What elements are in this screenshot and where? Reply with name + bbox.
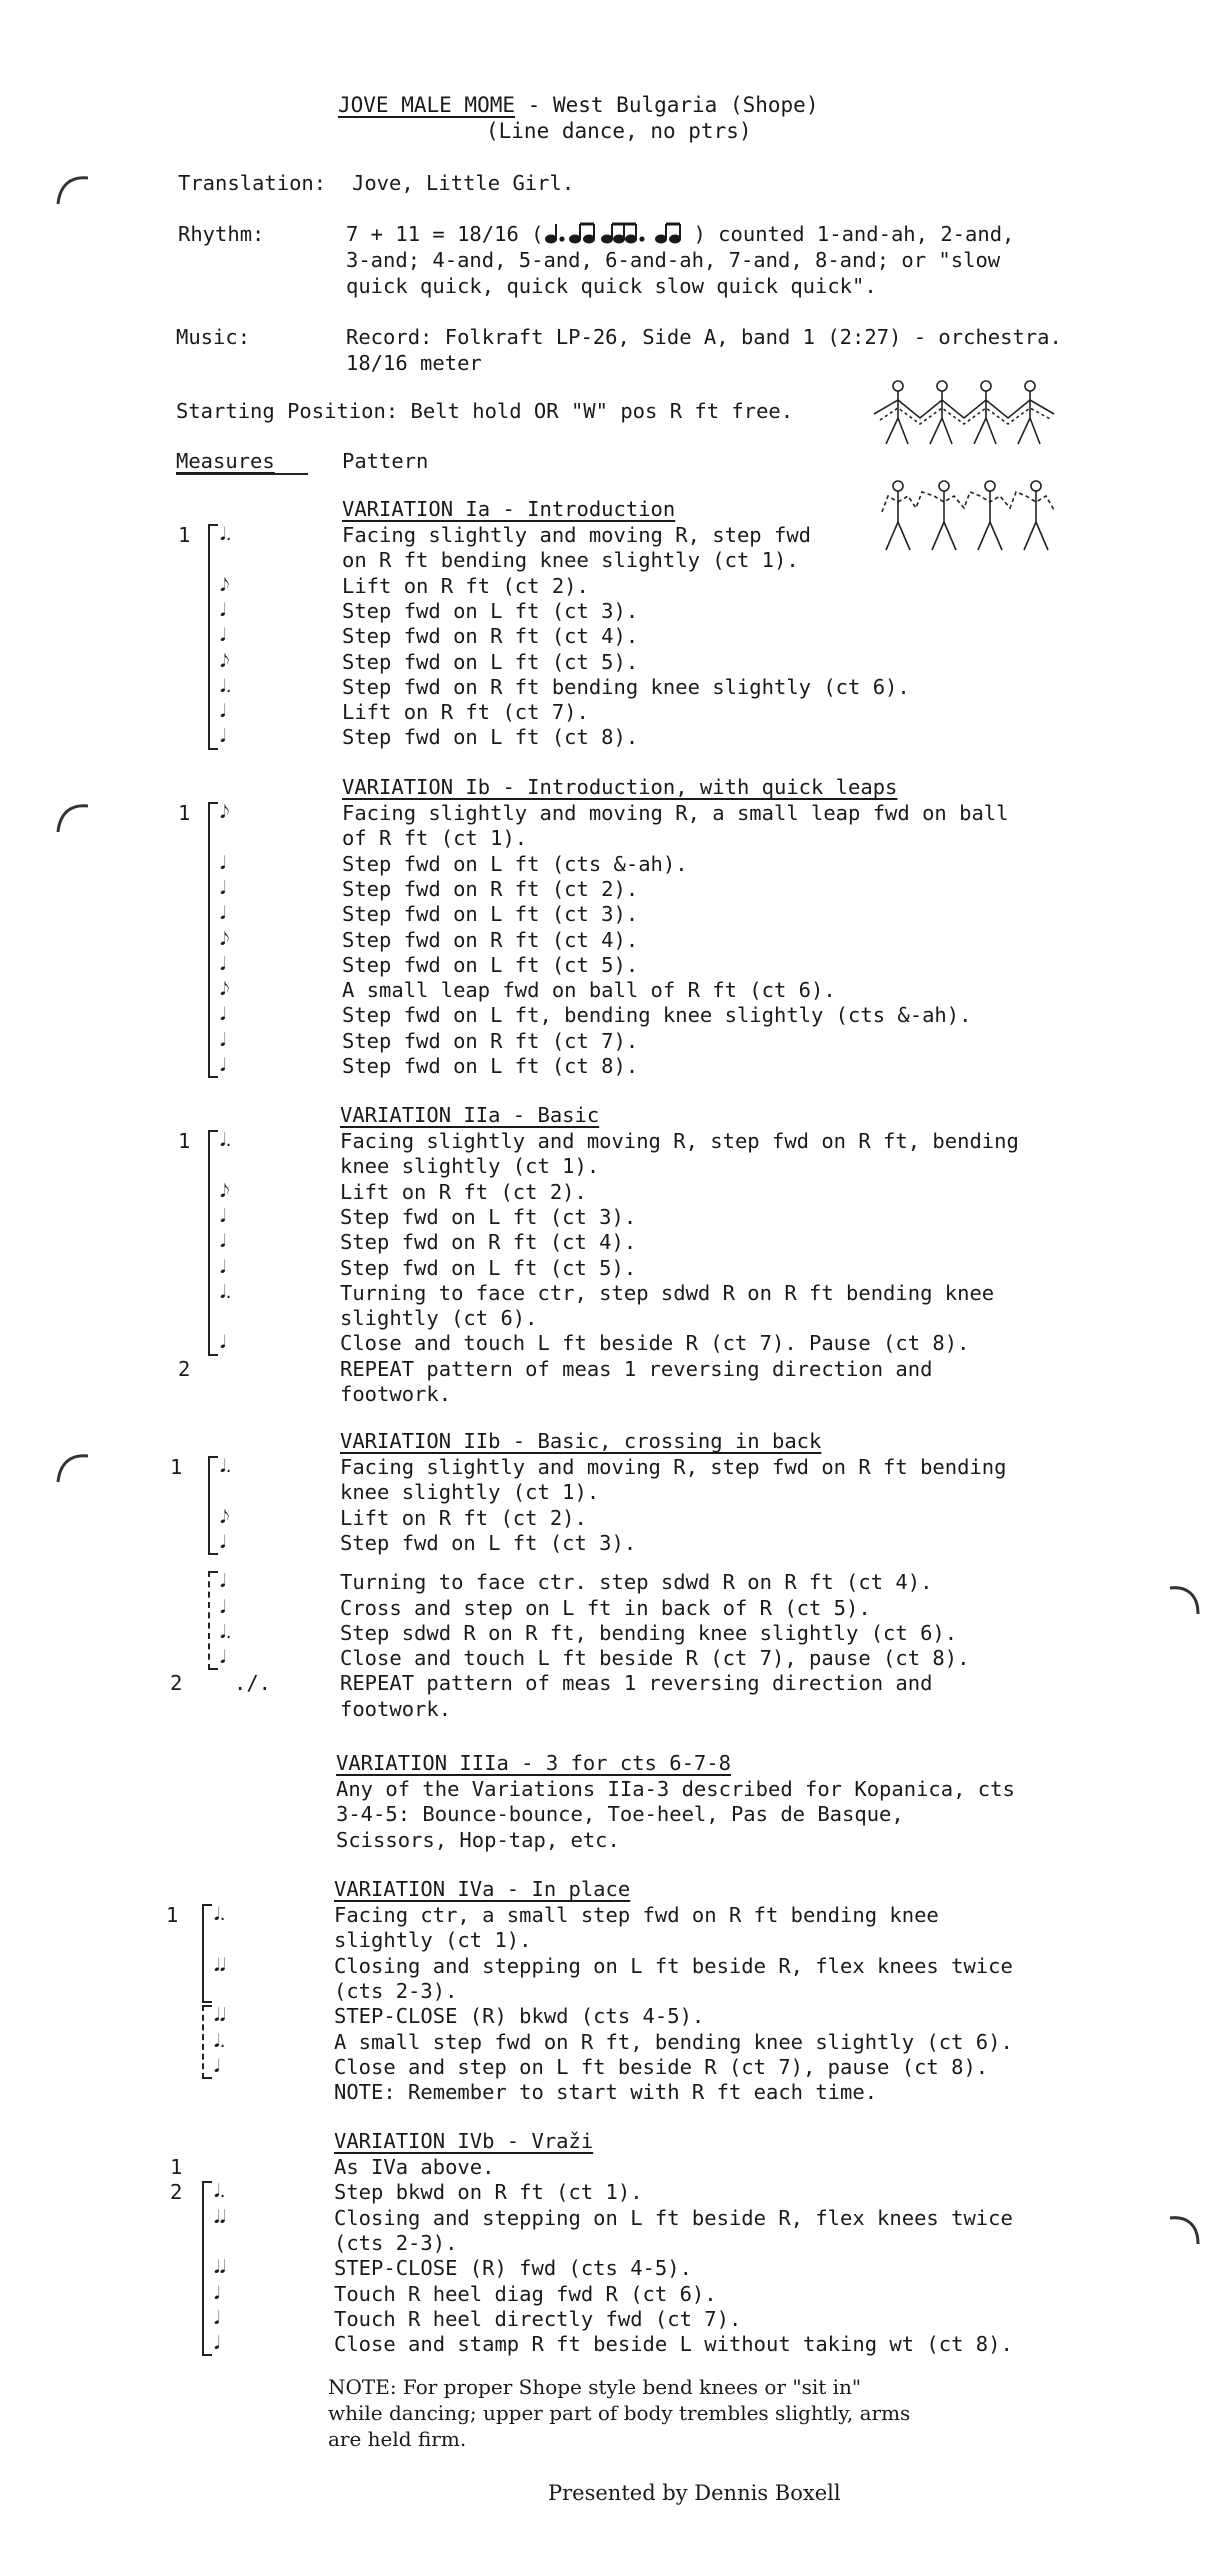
v1a-note-value: 𝅘𝅥	[220, 701, 226, 723]
v4b-line: Close and stamp R ft beside L without taking wt (ct 8).	[334, 2332, 1013, 2357]
v4a-line: NOTE: Remember to start with R ft each time.	[334, 2080, 878, 2105]
v1a-line: Step fwd on L ft (ct 3).	[342, 598, 639, 623]
v4a-measure-1: 1	[166, 1903, 179, 1927]
v1b-note-value: 𝅘𝅥	[220, 877, 226, 899]
v1b-note-value: 𝅘𝅥𝅮	[220, 802, 230, 823]
rhythm-line-3: quick quick, quick quick slow quick quick".	[346, 274, 877, 298]
v1a-line: Step fwd on L ft (ct 5).	[342, 649, 639, 674]
dance-name: JOVE MALE MOME	[338, 93, 516, 117]
v1a-note-value: 𝅘𝅥	[220, 726, 226, 748]
v2a-line: Step fwd on L ft (ct 3).	[340, 1204, 637, 1229]
measures-header-rule	[176, 473, 308, 475]
v4b-note-value: 𝅘𝅥	[214, 2307, 220, 2329]
v2a-line: Lift on R ft (ct 2).	[340, 1179, 587, 1204]
v4b-line: STEP-CLOSE (R) fwd (cts 4-5).	[334, 2256, 692, 2281]
v1a-line: Lift on R ft (ct 2).	[342, 573, 589, 598]
final-note-line-1: NOTE: For proper Shope style bend knees or "sit in"	[328, 2375, 862, 2399]
starting-position	[176, 398, 793, 424]
v1a-line: Step fwd on L ft (ct 8).	[342, 725, 639, 750]
v2a-line: REPEAT pattern of meas 1 reversing direction and	[340, 1356, 933, 1381]
v2a-title: VARIATION IIa - Basic	[340, 1103, 600, 1127]
v1b-note-value: 𝅘𝅥	[220, 1055, 226, 1076]
v1b-note-value: 𝅘𝅥𝅮	[220, 928, 230, 950]
binder-hole-mark-1	[54, 170, 94, 210]
v1b-note-value: 𝅘𝅥	[220, 953, 226, 975]
v4a-line: Close and step on L ft beside R (ct 7), pause (ct 8).	[334, 2054, 989, 2079]
v4a-note-value: 𝅘𝅥.	[214, 2030, 226, 2052]
v1b-bracket	[208, 802, 218, 1078]
v4b-note-value: 𝅘𝅥𝅘𝅥	[214, 2257, 226, 2279]
v1b-line: A small leap fwd on ball of R ft (ct 6).	[342, 978, 836, 1003]
v2a-line: Facing slightly and moving R, step fwd on R ft, bending	[340, 1129, 1019, 1153]
v4a-title: VARIATION IVa - In place	[334, 1877, 631, 1901]
v4b-note-value: 𝅘𝅥.	[214, 2181, 226, 2203]
v4b-line: Touch R heel directly fwd (ct 7).	[334, 2306, 742, 2331]
v2b-line: Cross and step on L ft in back of R (ct 5).	[340, 1595, 871, 1620]
v2b-note-value: 𝅘𝅥	[220, 1647, 226, 1669]
v4b-line: Touch R heel diag fwd R (ct 6).	[334, 2281, 717, 2306]
v2b-note-value: 𝅘𝅥	[220, 1571, 226, 1593]
v4b-title: VARIATION IVb - Vraži	[334, 2129, 594, 2153]
v1a-note-value: 𝅘𝅥𝅮	[220, 574, 230, 596]
v2b-line: Close and touch L ft beside R (ct 7), pause (ct 8).	[340, 1646, 970, 1671]
rhythm-label: Rhythm:	[178, 222, 265, 246]
v2a-line: footwork.	[340, 1382, 452, 1406]
v4b-line: As IVa above.	[334, 2155, 495, 2179]
v1a-title: VARIATION Ia - Introduction	[342, 497, 676, 521]
v4b-note-value: 𝅘𝅥𝅘𝅥	[214, 2206, 226, 2228]
v1b-line: Step fwd on L ft (cts &-ah).	[342, 851, 688, 876]
v2b-note-value: 𝅘𝅥	[220, 1531, 226, 1553]
v2b-line: Turning to face ctr. step sdwd R on R ft (ct 4).	[340, 1570, 933, 1595]
dance-region: - West Bulgaria (Shope)	[527, 93, 819, 117]
v1a-measure-1: 1	[178, 523, 191, 547]
v1b-line: Facing slightly and moving R, a small leap fwd on ball	[342, 801, 1009, 825]
v2a-note-value: 𝅘𝅥	[220, 1205, 226, 1227]
v4a-note-value: 𝅘𝅥.	[214, 1904, 226, 1925]
v2b-note-value: 𝅘𝅥𝅮	[220, 1506, 230, 1528]
rhythm-count-b: ) counted 1-and-ah, 2-and,	[693, 222, 1015, 246]
v1b-line: Step fwd on L ft (ct 8).	[342, 1054, 639, 1078]
v2b-line: Step sdwd R on R ft, bending knee slightly (ct 6).	[340, 1620, 958, 1645]
v2b-note-value: 𝅘𝅥.	[220, 1621, 232, 1643]
v2a-note-value: 𝅘𝅥	[220, 1256, 226, 1278]
v1a-note-value: 𝅘𝅥	[220, 599, 226, 621]
final-note-line-3: are held firm.	[328, 2427, 467, 2451]
v4a-note-value: 𝅘𝅥	[214, 2055, 220, 2077]
presenter-credit: Presented by Dennis Boxell	[548, 2481, 841, 2505]
v2b-line: knee slightly (ct 1).	[340, 1480, 600, 1505]
dancers-w-position-illustration	[872, 478, 1068, 554]
v2a-bracket	[208, 1130, 218, 1356]
v2b-measure-1: 1	[170, 1455, 183, 1479]
v4b-line: Closing and stepping on L ft beside R, flex knees twice	[334, 2205, 1013, 2230]
v1a-line: Step fwd on R ft (ct 4).	[342, 624, 639, 649]
v2b-line: Facing slightly and moving R, step fwd on R ft bending	[340, 1455, 1007, 1479]
binder-hole-mark-5	[1164, 2210, 1204, 2250]
v1b-note-value: 𝅘𝅥	[220, 903, 226, 925]
music-line-2: 18/16 meter	[346, 351, 482, 375]
v2b-note-value: 𝅘𝅥	[220, 1596, 226, 1618]
v1b-line: Step fwd on L ft (ct 5).	[342, 952, 639, 977]
v1a-line: on R ft bending knee slightly (ct 1).	[342, 548, 799, 573]
dance-subtitle: (Line dance, no ptrs)	[486, 119, 752, 143]
v1a-line: Step fwd on R ft bending knee slightly (ct 6).	[342, 674, 910, 699]
dancers-belt-hold-illustration	[870, 378, 1070, 450]
v2b-line: REPEAT pattern of meas 1 reversing direction and	[340, 1671, 933, 1696]
rhythm-line-2: 3-and; 4-and, 5-and, 6-and-ah, 7-and, 8-and; or "slow	[346, 248, 1001, 272]
v1b-line: of R ft (ct 1).	[342, 826, 528, 851]
music-label: Music:	[176, 325, 251, 349]
v2b-repeat-mark: ./.	[234, 1671, 272, 1696]
v4a-line: STEP-CLOSE (R) bkwd (cts 4-5).	[334, 2004, 705, 2029]
v2b-line: Lift on R ft (ct 2).	[340, 1505, 587, 1530]
v2a-measure-2: 2	[178, 1356, 191, 1381]
v2b-bracket-b	[208, 1571, 218, 1670]
v2a-line: Close and touch L ft beside R (ct 7). Pause (ct 8).	[340, 1331, 970, 1356]
v2b-measure-2: 2	[170, 1671, 183, 1696]
measures-header: Measures	[176, 449, 275, 473]
v2a-note-value: 𝅘𝅥𝅮	[220, 1180, 230, 1202]
v1a-bracket	[208, 524, 218, 750]
rhythm-count-a: 7 + 11 = 18/16 (	[346, 222, 544, 246]
v4b-bracket	[202, 2181, 212, 2356]
v2b-title: VARIATION IIb - Basic, crossing in back	[340, 1429, 822, 1453]
v3a-line: Scissors, Hop-tap, etc.	[336, 1827, 620, 1852]
v1a-note-value: 𝅘𝅥𝅮	[220, 650, 230, 672]
v1a-note-value: 𝅘𝅥.	[220, 524, 232, 545]
v4b-note-value: 𝅘𝅥	[214, 2282, 220, 2304]
v4b-line: (cts 2-3).	[334, 2230, 458, 2255]
v4a-line: Closing and stepping on L ft beside R, flex knees twice	[334, 1953, 1013, 1978]
binder-hole-mark-4	[1164, 1580, 1204, 1620]
dance-title	[338, 92, 818, 118]
v1a-note-value: 𝅘𝅥.	[220, 675, 232, 697]
binder-hole-mark-2	[54, 798, 94, 838]
translation-text: Jove, Little Girl.	[352, 171, 575, 195]
v4a-line: (cts 2-3).	[334, 1978, 458, 2003]
pattern-header: Pattern	[342, 449, 429, 473]
v4b-measure-2: 2	[170, 2180, 183, 2205]
v4b-note-value: 𝅘𝅥	[214, 2333, 220, 2355]
v4a-line: slightly (ct 1).	[334, 1928, 532, 1953]
v1b-line: Step fwd on L ft (ct 3).	[342, 902, 639, 927]
v1b-note-value: 𝅘𝅥𝅮	[220, 979, 230, 1001]
v2b-line: footwork.	[340, 1696, 452, 1721]
v1b-note-value: 𝅘𝅥	[220, 1004, 226, 1026]
v1b-note-value: 𝅘𝅥	[220, 852, 226, 874]
v2a-measure-1: 1	[178, 1129, 191, 1153]
v1a-note-value: 𝅘𝅥	[220, 625, 226, 647]
final-note-line-2: while dancing; upper part of body trembles slightly, arms	[328, 2401, 911, 2425]
v2b-line: Step fwd on L ft (ct 3).	[340, 1530, 637, 1555]
v2a-line: knee slightly (ct 1).	[340, 1154, 600, 1179]
v1b-line: Step fwd on R ft (ct 4).	[342, 927, 639, 952]
start-label: Starting Position:	[176, 399, 399, 423]
music-line-1: Record: Folkraft LP-26, Side A, band 1 (2:27) - orchestra.	[346, 325, 1062, 349]
v2a-note-value: 𝅘𝅥	[220, 1332, 226, 1354]
v2a-line: slightly (ct 6).	[340, 1306, 538, 1331]
v4a-line: A small step fwd on R ft, bending knee slightly (ct 6).	[334, 2029, 1013, 2054]
v4a-note-value: 𝅘𝅥𝅘𝅥	[214, 1954, 226, 1976]
v2a-line: Step fwd on R ft (ct 4).	[340, 1230, 637, 1255]
v3a-line: 3-4-5: Bounce-bounce, Toe-heel, Pas de Basque,	[336, 1802, 904, 1827]
v2a-line: Step fwd on L ft (ct 5).	[340, 1255, 637, 1280]
binder-hole-mark-3	[54, 1448, 94, 1488]
start-text: Belt hold OR "W" pos R ft free.	[410, 399, 794, 423]
v1b-note-value: 𝅘𝅥	[220, 1029, 226, 1051]
v2b-note-value: 𝅘𝅥.	[220, 1456, 232, 1477]
v2a-note-value: 𝅘𝅥.	[220, 1130, 232, 1151]
v4a-bracket-b	[202, 2005, 212, 2079]
v1b-line: Step fwd on R ft (ct 2).	[342, 876, 639, 901]
v1a-line: Facing slightly and moving R, step fwd	[342, 523, 811, 547]
v1a-line: Lift on R ft (ct 7).	[342, 700, 589, 725]
v4a-note-value: 𝅘𝅥𝅘𝅥	[214, 2005, 226, 2027]
v2b-bracket-a	[208, 1456, 218, 1555]
v4a-line: Facing ctr, a small step fwd on R ft bending knee	[334, 1903, 939, 1927]
v1b-line: Step fwd on R ft (ct 7).	[342, 1028, 639, 1053]
v3a-line: Any of the Variations IIa-3 described for Kopanica, cts	[336, 1777, 1015, 1801]
v1b-measure-1: 1	[178, 801, 191, 825]
rhythm-notes-icon	[543, 221, 693, 245]
v4a-bracket-a	[202, 1904, 212, 2003]
rhythm-line-1	[346, 221, 1014, 247]
v2a-line: Turning to face ctr, step sdwd R on R ft bending knee	[340, 1280, 995, 1305]
v3a-title: VARIATION IIIa - 3 for cts 6-7-8	[336, 1751, 731, 1775]
v4b-measure-1: 1	[170, 2155, 183, 2179]
translation-label: Translation:	[178, 171, 327, 195]
v1b-line: Step fwd on L ft, bending knee slightly (cts &-ah).	[342, 1003, 972, 1028]
v2a-note-value: 𝅘𝅥.	[220, 1281, 232, 1303]
v4b-line: Step bkwd on R ft (ct 1).	[334, 2180, 643, 2205]
v2a-note-value: 𝅘𝅥	[220, 1231, 226, 1253]
v1b-title: VARIATION Ib - Introduction, with quick leaps	[342, 775, 898, 799]
